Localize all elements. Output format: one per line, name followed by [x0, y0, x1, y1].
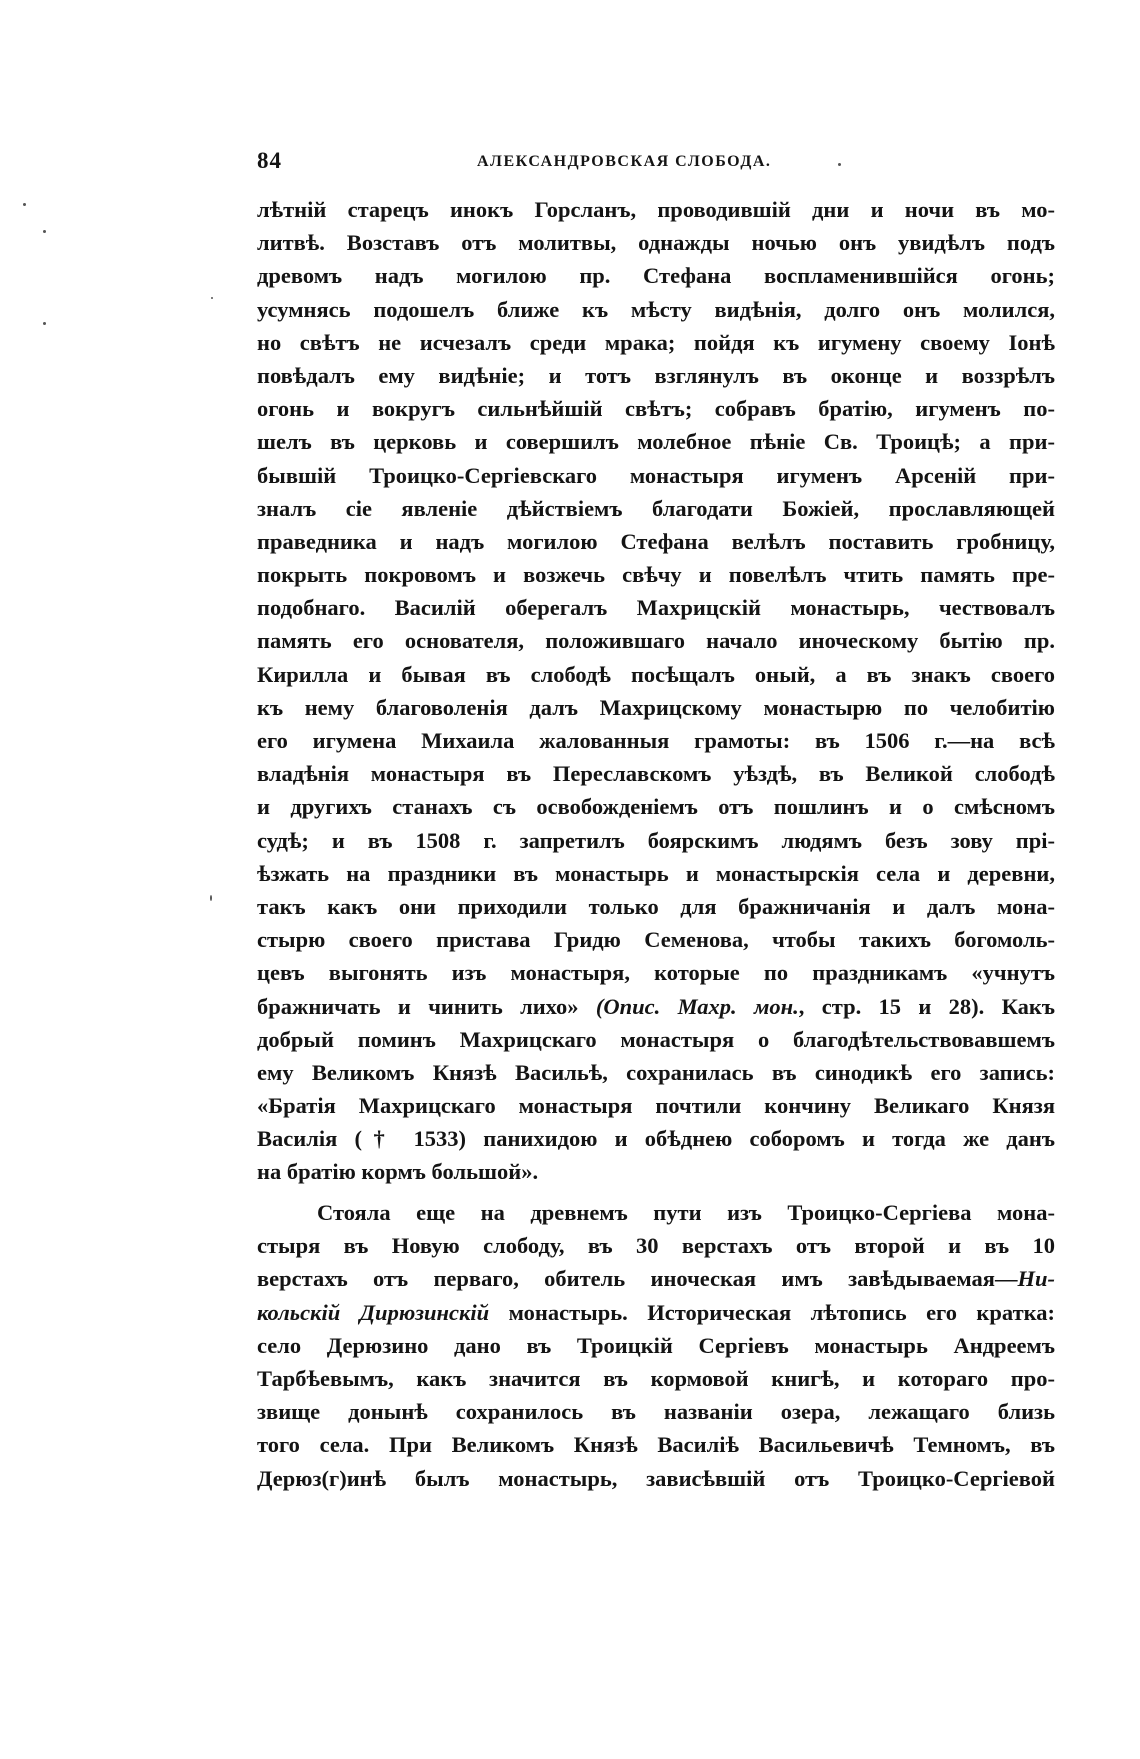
page-header [257, 148, 1055, 178]
text-line: село Дерюзино дано въ Троицкій Сергіевъ монастырь Андреемъ [257, 1332, 1055, 1358]
text-line: стыря въ Новую слободу, въ 30 верстахъ отъ второй и въ 10 [257, 1233, 1055, 1259]
text-line: судѣ; и въ 1508 г. запретилъ боярскимъ людямъ безъ зову прі- [257, 827, 1055, 853]
scan-speck [211, 297, 213, 299]
text-line: къ нему благоволенія далъ Махрицскому монастырю по челобитію [257, 694, 1055, 720]
text-line: Василія († 1533) панихидою и обѣднею соборомъ и тогда же данъ [257, 1126, 1055, 1152]
text-line: ему Великомъ Князѣ Васильѣ, сохранилась въ синодикѣ его запись: [257, 1059, 1055, 1085]
paragraph-1 [257, 193, 1055, 1189]
text-line: древомъ надъ могилою пр. Стефана воспламенившійся огонь; [257, 263, 1055, 289]
text-line: шелъ въ церковь и совершилъ молебное пѣніе Св. Троицѣ; а при- [257, 429, 1055, 455]
text-line: праведника и надъ могилою Стефана велѣлъ поставить гробницу, [257, 528, 1055, 554]
text-line: Тарбѣевымъ, какъ значится въ кормовой книгѣ, и котораго про- [257, 1365, 1055, 1391]
text-line: память его основателя, положившаго начало иноческому бытію пр. [257, 628, 1055, 654]
text-line: такъ какъ они приходили только для бражничанія и далъ мона- [257, 893, 1055, 919]
text-line [257, 1262, 1055, 1295]
text-line: огонь и вокругъ сильнѣйшій свѣтъ; собравъ братію, игуменъ по- [257, 396, 1055, 422]
text-line: того села. При Великомъ Князѣ Василіѣ Васильевичѣ Темномъ, въ [257, 1432, 1055, 1458]
page-number: 84 [257, 148, 282, 173]
text-line: подобнаго. Василій оберегалъ Махрицскій монастырь, чествовалъ [257, 595, 1055, 621]
text-line [257, 1196, 1055, 1229]
text-line: его игумена Михаила жалованныя грамоты: въ 1506 г.—на всѣ [257, 728, 1055, 753]
text-line: звище донынѣ сохранилось въ названіи озера, лежащаго близь [257, 1399, 1055, 1425]
text-line: литвѣ. Возставъ отъ молитвы, однажды ночью онъ увидѣлъ подъ [257, 230, 1055, 256]
text-segment: , стр. 15 и 28). Какъ [798, 993, 1055, 1019]
text-line: владѣнія монастыря въ Переславскомъ уѣздѣ, въ Великой слободѣ [257, 761, 1055, 787]
text-line: лѣтній старецъ инокъ Горсланъ, проводившій дни и ночи въ мо- [257, 197, 1055, 222]
text-line: цевъ выгонять изъ монастыря, которые по праздникамъ «учнутъ [257, 960, 1055, 986]
text-line: повѣдалъ ему видѣніе; и тотъ взглянулъ въ оконце и воззрѣлъ [257, 362, 1055, 388]
text-line: усумнясь подошелъ ближе къ мѣсту видѣнія, долго онъ молился, [257, 296, 1055, 322]
scan-speck [210, 895, 212, 901]
scan-speck [43, 322, 46, 325]
citation: (Опис. Махр. мон. [595, 993, 799, 1019]
scan-speck [23, 203, 26, 206]
monastery-name: кольскій Дирюзинскій [257, 1299, 490, 1325]
text-line-with-citation [257, 990, 1055, 1023]
monastery-name: Ни- [1017, 1266, 1055, 1292]
text-segment: Стояла еще на древнемъ пути изъ Троицко-Сергіева мона- [317, 1200, 1055, 1225]
running-title: АЛЕКСАНДРОВСКАЯ СЛОБОДА. [477, 153, 772, 170]
text-segment: монастырь. Историческая лѣтопись его кратка: [489, 1299, 1055, 1325]
scan-speck [43, 230, 46, 233]
text-line: на братію кормъ большой». [257, 1159, 539, 1185]
text-line: добрый поминъ Махрицскаго монастыря о благодѣтельствовавшемъ [257, 1026, 1055, 1052]
text-line: «Братія Махрицскаго монастыря почтили кончину Великаго Князя [257, 1093, 1055, 1119]
text-segment: верстахъ отъ перваго, обитель иноческая имъ завѣдываемая— [257, 1266, 1018, 1292]
text-line: и другихъ станахъ съ освобожденіемъ отъ пошлинъ и о смѣсномъ [257, 794, 1055, 820]
text-segment: бражничать и чинить лихо» [257, 993, 596, 1019]
text-line: Дерюз(г)инѣ былъ монастырь, зависѣвшій отъ Троицко-Сергіевой [257, 1465, 1055, 1491]
text-line: Кирилла и бывая въ слободѣ посѣщалъ оный, а въ знакъ своего [257, 661, 1055, 687]
text-line: стырю своего пристава Гридю Семенова, чтобы такихъ богомоль- [257, 927, 1055, 953]
text-line: покрыть покровомъ и возжечь свѣчу и повелѣлъ чтить память пре- [257, 562, 1055, 588]
text-line: бывшій Троицко-Сергіевскаго монастыря игуменъ Арсеній при- [257, 462, 1055, 488]
paragraph-2 [257, 1196, 1055, 1495]
text-line: но свѣтъ не исчезалъ среди мрака; пойдя къ игумену своему Іонѣ [257, 329, 1055, 355]
text-line: ѣзжать на праздники въ монастырь и монастырскія села и деревни, [257, 860, 1055, 886]
scan-speck [838, 163, 841, 166]
text-line: зналъ сіе явленіе дѣйствіемъ благодати Божіей, прославляющей [257, 495, 1055, 521]
text-line [257, 1296, 1055, 1329]
